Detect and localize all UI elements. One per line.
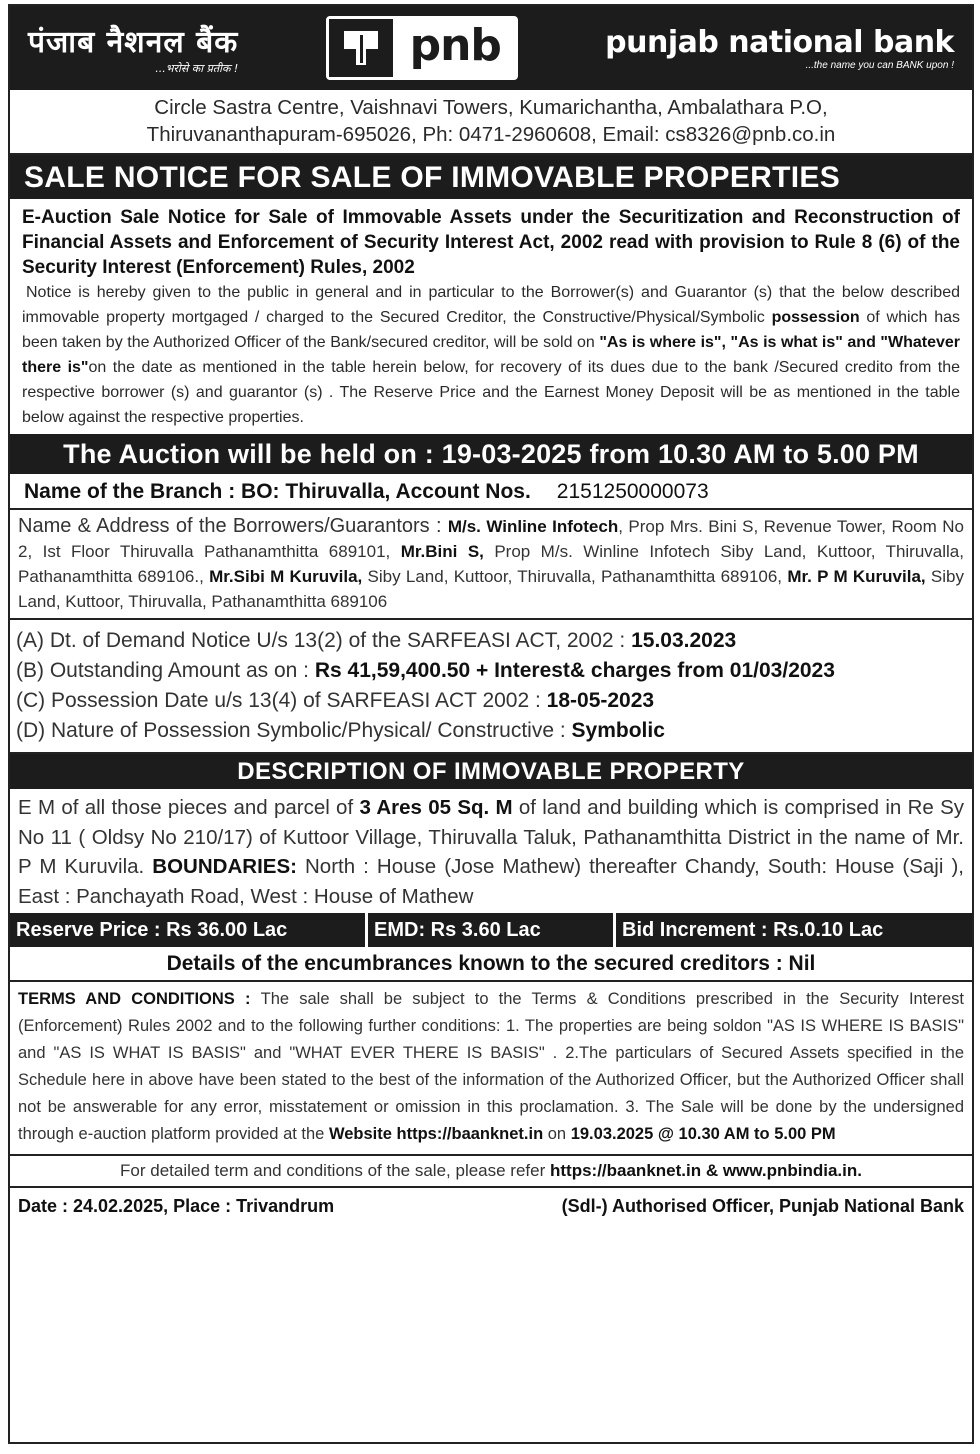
desc-boundaries-label: BOUNDARIES:: [152, 855, 297, 878]
bid-increment: Bid Increment : Rs.0.10 Lac: [616, 913, 972, 947]
hindi-brand: [28, 20, 238, 76]
address-line-1: Circle Sastra Centre, Vaishnavi Towers, Kumarichantha, Ambalathara P.O,: [154, 96, 828, 119]
borrower-1-address: , Prop Mrs. Bini S, Revenue Tower, Room No 2, Ist Floor Thiruvalla Pathanamthitta 689101,: [18, 517, 964, 561]
terms-date: 19.03.2025 @ 10.30 AM to 5.00 PM: [570, 1125, 836, 1143]
branch-label: Name of the Branch : BO: Thiruvalla, Account Nos.: [24, 480, 531, 503]
fact-value: Symbolic: [571, 719, 665, 742]
intro-text-d: "As is where is", "As is what is" and "Whatever there is": [22, 334, 960, 376]
borrower-3-name: Mr.Sibi M Kuruvila,: [209, 567, 363, 586]
facts-section: [10, 620, 972, 754]
borrowers-label: Name & Address of the Borrowers/Guarantors :: [18, 515, 448, 537]
account-number: 2151250000073: [556, 480, 709, 503]
refer-line: [10, 1156, 972, 1188]
pnb-logo-text: pnb: [409, 19, 501, 71]
intro-text-e: on the date as mentioned in the table herein below, for recovery of its dues due to the bank /Secured credito from the respective borrower (s) and guarantor (s) . The Reserve Price and the Earnest Money Deposit will be as mentioned in the table below against the respective properties.: [22, 359, 961, 426]
intro-section: [10, 199, 972, 434]
desc-text-a: E M of all those pieces and parcel of: [18, 796, 360, 819]
terms-body: The sale shall be subject to the Terms & Conditions prescribed in the Security Interest (Enforcement) Rules 2002 and to the following further conditions: 1. The properties are being soldon "AS IS WHERE IS BASIS" and "AS IS WHAT IS BASIS" and "WHAT EVER THERE IS BASIS" . 2.The particulars of Secured Assets specified in the Schedule here in above have been stated to the best of the information of the Authorized Officer, but the Authorized Officer shall not be answerable for any error, misstatement or omission in this proclamation. 3. The Sale will be done by the undersigned through e-auction platform provided at the: [18, 990, 964, 1143]
borrower-3-address: Siby Land, Kuttoor, Thiruvalla, Pathanamthitta 689106,: [362, 567, 788, 586]
intro-text-a: Notice is hereby given to the public in general and in particular to the Borrower(s) and Guarantor (s) that the below described immovable property mortgaged / charged to the Secured Creditor, the Constructive/Physical/Symbolic: [22, 284, 960, 326]
borrower-4-address: Siby Land, Kuttoor, Thiruvalla, Pathanamthitta 689106: [18, 567, 964, 611]
pnb-logo: [326, 16, 518, 80]
borrower-2-name: Mr.Bini S,: [400, 542, 484, 561]
intro-text-c: of which has been taken by the Authorized Officer of the Bank/secured creditor, will be sold on: [22, 309, 960, 351]
fact-label: (D) Nature of Possession Symbolic/Physical/ Constructive :: [16, 719, 572, 742]
borrower-1-name: M/s. Winline Infotech: [447, 517, 619, 536]
borrower-2-address: Prop M/s. Winline Infotech Siby Land, Kuttoor, Thiruvalla, Pathanamthitta 689106.,: [18, 542, 964, 586]
terms-website: Website https://baanknet.in: [328, 1125, 544, 1143]
borrower-4-name: Mr. P M Kuruvila,: [787, 567, 926, 586]
desc-text-c: of land and building which is comprised in Re Sy No 11 ( Oldsy No 210/17) of Kuttoor Village, Thiruvalla Taluk, Pathanamthitta District in the name of Mr. P M Kuruvila.: [18, 796, 964, 878]
fact-row: [16, 626, 966, 656]
terms-on: on: [543, 1125, 571, 1143]
desc-area: 3 Ares 05 Sq. M: [359, 796, 513, 819]
fact-value: Rs 41,59,400.50 + Interest& charges from 01/03/2023: [314, 659, 835, 682]
address-line-2: Thiruvananthapuram-695026, Ph: 0471-2960608, Email: cs8326@pnb.co.in: [146, 123, 836, 146]
fact-label: (A) Dt. of Demand Notice U/s 13(2) of the SARFEASI ACT, 2002 :: [16, 629, 632, 652]
property-description: [10, 789, 972, 913]
terms-section: [10, 982, 972, 1156]
emd-amount: EMD: Rs 3.60 Lac: [368, 913, 616, 947]
fact-value: 18-05-2023: [546, 689, 655, 712]
circle-address: [10, 90, 972, 155]
sale-notice: [8, 4, 974, 1444]
fact-row: [16, 656, 966, 686]
hindi-tagline: ...भरोसे का प्रतीक !: [155, 62, 239, 75]
description-heading: DESCRIPTION OF IMMOVABLE PROPERTY: [10, 754, 972, 789]
english-bank-name: punjab national bank: [605, 25, 954, 60]
reserve-price: Reserve Price : Rs 36.00 Lac: [10, 913, 368, 947]
refer-links: https://baanknet.in & www.pnbindia.in.: [549, 1161, 862, 1180]
fact-label: (B) Outstanding Amount as on :: [16, 659, 315, 682]
signatory: (Sdl-) Authorised Officer, Punjab National Bank: [561, 1196, 964, 1216]
fact-value: 15.03.2023: [631, 629, 737, 652]
hindi-bank-name: पंजाब नैशनल बैंक: [28, 25, 239, 60]
fact-row: [16, 686, 966, 716]
pnb-emblem-icon: [329, 19, 396, 77]
price-bar: [10, 913, 972, 947]
terms-label: TERMS AND CONDITIONS :: [18, 990, 261, 1008]
borrowers-section: [10, 510, 972, 620]
bank-header: [10, 6, 972, 90]
desc-boundaries: North : House (Jose Mathew) thereafter Chandy, South: House (Saji ), East : Panchayath Road, West : House of Mathew: [18, 855, 964, 908]
encumbrances: Details of the encumbrances known to the secured creditors : Nil: [10, 947, 972, 982]
notice-footer: [10, 1188, 972, 1225]
intro-heading: E-Auction Sale Notice for Sale of Immovable Assets under the Securitization and Reconstruction of Financial Assets and Enforcement of Security Interest Act, 2002 read with provision to Rule 8 (6) of the Security Interest (Enforcement) Rules, 2002: [22, 207, 960, 278]
refer-text: For detailed term and conditions of the sale, please refer: [120, 1161, 550, 1180]
english-tagline: ...the name you can BANK upon !: [805, 60, 954, 71]
intro-paragraph: [22, 280, 960, 430]
branch-row: [10, 474, 972, 510]
date-place: Date : 24.02.2025, Place : Trivandrum: [18, 1196, 335, 1216]
fact-label: (C) Possession Date u/s 13(4) of SARFEASI ACT 2002 :: [16, 689, 547, 712]
auction-date-banner: The Auction will be held on : 19-03-2025 from 10.30 AM to 5.00 PM: [10, 434, 972, 474]
intro-text-b: possession: [771, 309, 860, 326]
notice-title: SALE NOTICE FOR SALE OF IMMOVABLE PROPERTIES: [10, 155, 972, 199]
fact-row: [16, 716, 966, 746]
english-brand: [605, 25, 954, 71]
